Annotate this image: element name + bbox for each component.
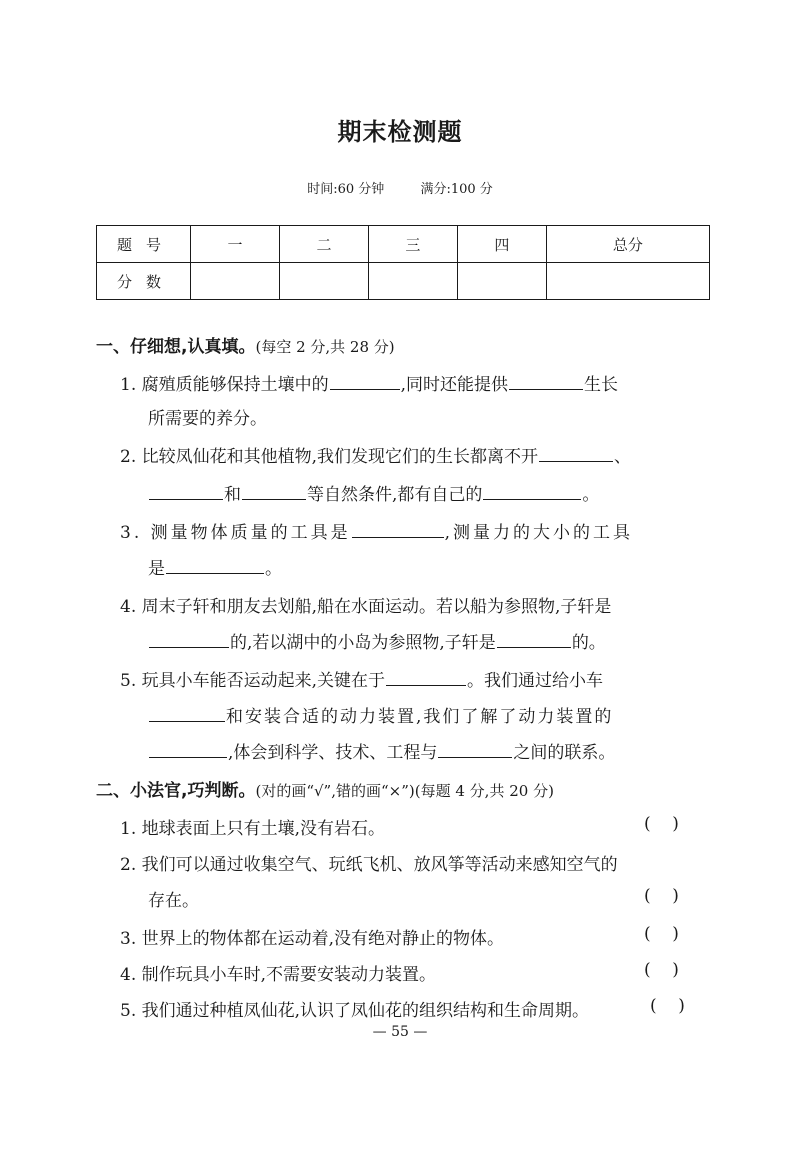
q2-text-d: 等自然条件,都有自己的	[307, 485, 483, 505]
answer-blank[interactable]	[149, 704, 225, 722]
section-2-label: 二、小法官,巧判断。	[96, 781, 256, 801]
section-1-label: 一、仔细想,认真填。	[96, 337, 256, 357]
q3-text-d: 。	[265, 559, 282, 579]
q1-text-d: 所需要的养分。	[148, 409, 267, 429]
header-cell-part3: 三	[368, 226, 457, 263]
answer-blank[interactable]	[149, 482, 223, 500]
full-score: 满分:100 分	[420, 182, 493, 197]
q3-text-a: 3. 测量物体质量的工具是	[120, 523, 351, 543]
q3-line1	[120, 518, 720, 543]
section-2-heading	[96, 776, 554, 801]
judge-answer-box[interactable]: ( )	[650, 996, 685, 1016]
page-number: — 55 —	[372, 1024, 428, 1040]
judge-answer-box[interactable]: ( )	[644, 960, 679, 980]
score-cell[interactable]	[279, 263, 368, 300]
section-1-heading	[96, 332, 395, 357]
answer-blank[interactable]	[509, 372, 583, 390]
q1-line2	[148, 404, 748, 429]
answer-blank[interactable]	[352, 520, 444, 538]
page-title: 期末检测题	[337, 118, 463, 146]
judge-answer-box[interactable]: ( )	[644, 814, 679, 834]
judge-q2-line1: 2. 我们可以通过收集空气、玩纸飞机、放风筝等活动来感知空气的	[120, 855, 618, 875]
q4-line1	[120, 592, 720, 617]
score-cell[interactable]	[191, 263, 280, 300]
section-2-note: (对的画“√”,错的画“×”)(每题 4 分,共 20 分)	[255, 782, 554, 800]
header-cell-part1: 一	[191, 226, 280, 263]
q5-text-c: 和安装合适的动力装置,我们了解了动力装置的	[226, 707, 614, 727]
q5-text-a: 5. 玩具小车能否运动起来,关键在于	[120, 671, 386, 691]
answer-blank[interactable]	[386, 668, 466, 686]
score-cell[interactable]	[368, 263, 457, 300]
answer-blank[interactable]	[149, 630, 229, 648]
q3-line2	[148, 554, 748, 579]
q2-line1	[120, 442, 720, 467]
answer-blank[interactable]	[242, 482, 306, 500]
q4-text-a: 4. 周末子轩和朋友去划船,船在水面运动。若以船为参照物,子轩是	[120, 597, 612, 617]
q1-line1	[120, 370, 720, 395]
q1-text-a: 1. 腐殖质能够保持土壤中的	[120, 375, 329, 395]
answer-blank[interactable]	[330, 372, 400, 390]
q5-text-d: ,体会到科学、技术、工程与	[228, 743, 438, 763]
q5-text-b: 。我们通过给小车	[467, 671, 604, 691]
section-1-note: (每空 2 分,共 28 分)	[255, 338, 395, 356]
q4-line2	[148, 628, 748, 653]
header-cell-total: 总分	[546, 226, 709, 263]
q2-text-c: 和	[224, 485, 241, 505]
answer-blank[interactable]	[438, 740, 512, 758]
score-row-label: 分数	[97, 263, 191, 300]
q4-text-c: 的。	[571, 633, 606, 653]
judge-q1: 1. 地球表面上只有土壤,没有岩石。	[120, 819, 386, 839]
header-cell-number: 题号	[97, 226, 191, 263]
q5-line2	[148, 702, 748, 727]
judge-q4: 4. 制作玩具小车时,不需要安装动力装置。	[120, 965, 437, 985]
time-limit: 时间:60 分钟	[307, 182, 385, 197]
judge-q2-line2: 存在。	[148, 891, 199, 911]
answer-blank[interactable]	[149, 740, 227, 758]
score-cell[interactable]	[546, 263, 709, 300]
q2-line2	[148, 480, 748, 505]
q3-text-b: ,测量力的大小的工具	[444, 523, 634, 543]
judge-q3: 3. 世界上的物体都在运动着,没有绝对静止的物体。	[120, 929, 505, 949]
score-cell[interactable]	[457, 263, 546, 300]
q1-text-b: ,同时还能提供	[400, 375, 509, 395]
q2-text-e: 。	[582, 485, 600, 505]
judge-answer-box[interactable]: ( )	[644, 924, 679, 944]
header-cell-part4: 四	[457, 226, 546, 263]
score-table-header-row	[97, 226, 710, 263]
header-cell-part2: 二	[279, 226, 368, 263]
answer-blank[interactable]	[497, 630, 571, 648]
q2-text-b: 、	[614, 447, 632, 467]
answer-blank[interactable]	[539, 444, 613, 462]
score-table	[96, 225, 710, 300]
q5-line1	[120, 666, 720, 691]
q1-text-c: 生长	[584, 375, 619, 395]
score-table-score-row	[97, 263, 710, 300]
exam-meta	[0, 178, 800, 197]
answer-blank[interactable]	[166, 556, 264, 574]
q5-text-e: 之间的联系。	[513, 743, 616, 763]
judge-answer-box[interactable]: ( )	[644, 886, 679, 906]
judge-q5: 5. 我们通过种植凤仙花,认识了凤仙花的组织结构和生命周期。	[120, 1001, 590, 1021]
q2-text-a: 2. 比较凤仙花和其他植物,我们发现它们的生长都离不开	[120, 447, 539, 467]
answer-blank[interactable]	[483, 482, 581, 500]
q5-line3	[148, 738, 748, 763]
q4-text-b: 的,若以湖中的小岛为参照物,子轩是	[230, 633, 496, 653]
q3-text-c: 是	[148, 559, 165, 579]
